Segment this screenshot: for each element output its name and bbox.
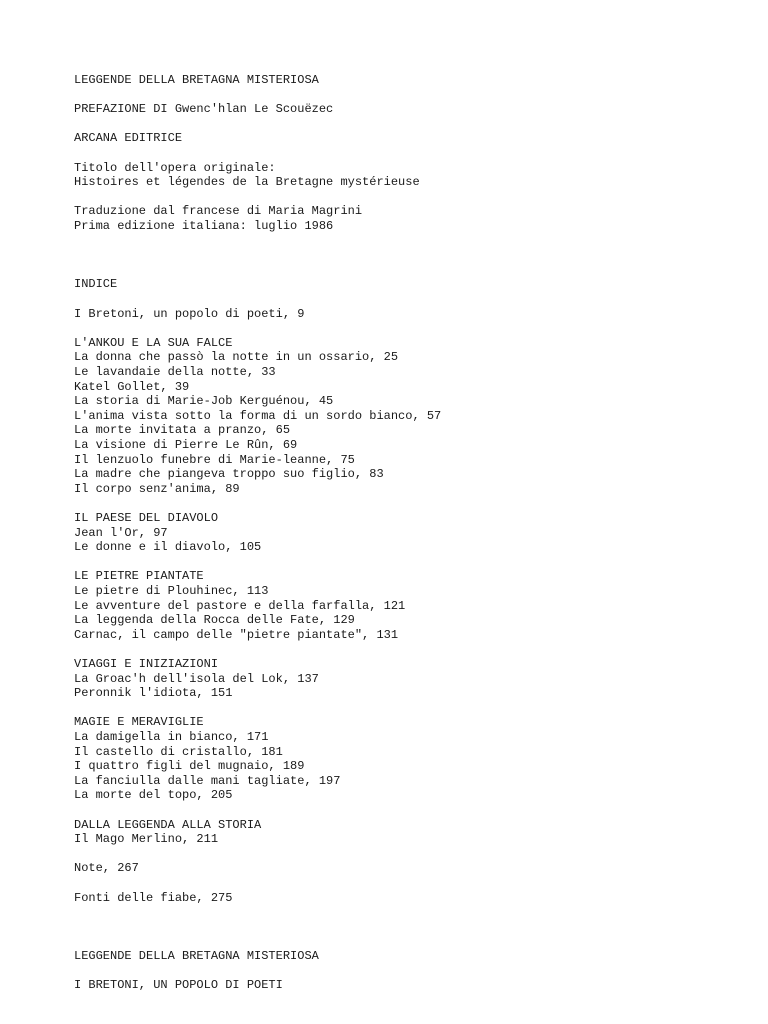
text-line: PREFAZIONE DI Gwenc'hlan Le Scouëzec (74, 102, 334, 117)
text-line: Il Mago Merlino, 211 (74, 832, 219, 847)
text-line: La leggenda della Rocca delle Fate, 129 (74, 613, 355, 628)
text-line: LEGGENDE DELLA BRETAGNA MISTERIOSA (74, 949, 319, 963)
text-line: LE PIETRE PIANTATE (74, 569, 204, 584)
text-line: INDICE (74, 277, 118, 292)
text-line: LEGGENDE DELLA BRETAGNA MISTERIOSA (74, 73, 319, 87)
text-line: Histoires et légendes de la Bretagne mystérieuse (74, 175, 420, 190)
text-line: Prima edizione italiana: luglio 1986 (74, 219, 334, 233)
text-line: Jean l'Or, 97 (74, 525, 168, 540)
text-line: La storia di Marie-Job Kerguénou, 45 (74, 394, 334, 409)
text-line: Traduzione dal francese di Maria Magrini (74, 204, 363, 219)
text-line: La damigella in bianco, 171 (74, 730, 269, 744)
text-line: Il castello di cristallo, 181 (74, 744, 283, 759)
text-line: Katel Gollet, 39 (74, 379, 190, 394)
text-line: La fanciulla dalle mani tagliate, 197 (74, 773, 341, 788)
text-line: Carnac, il campo delle "pietre piantate", 131 (74, 627, 399, 642)
text-line: MAGIE E MERAVIGLIE (74, 715, 204, 730)
text-line: La visione di Pierre Le Rûn, 69 (74, 438, 298, 452)
text-line: I quattro figli del mugnaio, 189 (74, 759, 305, 774)
text-line: La morte del topo, 205 (74, 788, 233, 803)
text-line: Fonti delle fiabe, 275 (74, 890, 233, 905)
text-line: Il lenzuolo funebre di Marie-leanne, 75 (74, 452, 355, 467)
text-line: VIAGGI E INIZIAZIONI (74, 657, 219, 671)
text-line: La morte invitata a pranzo, 65 (74, 423, 291, 438)
text-line: DALLA LEGGENDA ALLA STORIA (74, 817, 262, 832)
text-line: Il corpo senz'anima, 89 (74, 481, 240, 496)
text-line: La madre che piangeva troppo suo figlio, 83 (74, 467, 384, 482)
text-line: La Groac'h dell'isola del Lok, 137 (74, 671, 319, 686)
text-line: Peronnik l'idiota, 151 (74, 686, 233, 701)
text-line: IL PAESE DEL DIAVOLO (74, 511, 219, 525)
text-line: Note, 267 (74, 861, 139, 876)
text-line: La donna che passò la notte in un ossario, 25 (74, 350, 399, 365)
text-line: Le donne e il diavolo, 105 (74, 540, 262, 555)
text-line: L'ANKOU E LA SUA FALCE (74, 335, 233, 350)
text-line: I Bretoni, un popolo di poeti, 9 (74, 306, 305, 321)
text-line: Le lavandaie della notte, 33 (74, 365, 276, 379)
text-line: Titolo dell'opera originale: (74, 160, 276, 175)
text-line: Le avventure del pastore e della farfalla, 121 (74, 598, 406, 613)
text-line: L'anima vista sotto la forma di un sordo bianco, 57 (74, 408, 442, 423)
text-line: Le pietre di Plouhinec, 113 (74, 584, 269, 598)
text-line: I BRETONI, UN POPOLO DI POETI (74, 978, 283, 993)
text-line: ARCANA EDITRICE (74, 131, 183, 146)
